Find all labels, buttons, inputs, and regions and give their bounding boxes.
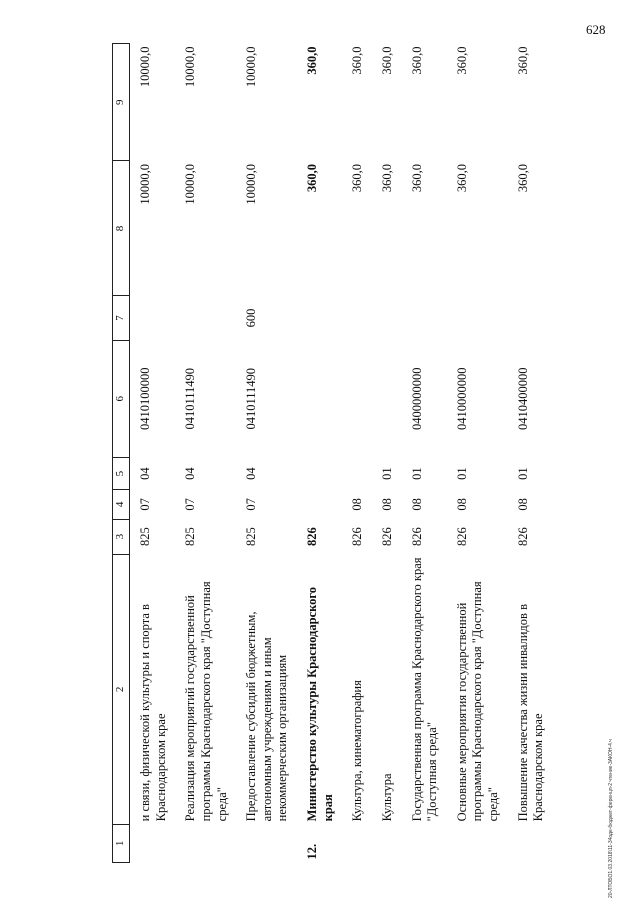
cell-c3: 826 [515,527,530,547]
cell-name: Реализация мероприятий государственной программы Краснодарского края "Доступная среда" [183,581,229,822]
header-row [113,44,130,863]
cell-c8: 10000,0 [138,163,152,205]
cell-name: Повышение качества жизни инвалидов в Краснодарском крае [515,604,546,822]
cell-c6 [372,340,402,457]
cell-c4: 07 [244,498,259,511]
cell-c7 [402,296,447,340]
table-row [447,44,508,863]
cell-c9: 360,0 [305,46,319,75]
cell-name: Предоставление субсидий бюджетным, автономным учреждениям и иным некоммерческим организациям [244,611,290,822]
cell-c6: 0400000000 [409,367,424,430]
col-header: 9 [113,44,130,161]
cell-n [130,824,176,862]
cell-c7: 600 [244,308,259,328]
table-row [508,44,553,863]
cell-c4: 08 [379,498,394,511]
cell-c7 [447,296,508,340]
cell-c5: 04 [138,467,152,480]
cell-c8: 360,0 [350,163,365,193]
cell-c6: 0410111490 [244,367,259,430]
cell-c9: 10000,0 [183,46,198,88]
col-header: 7 [113,296,130,340]
cell-c9: 360,0 [409,46,424,75]
table-row [130,44,176,863]
cell-c7 [130,296,176,340]
cell-c8: 360,0 [409,163,424,193]
cell-c3: 825 [138,527,152,547]
cell-c3: 825 [183,527,198,547]
cell-c9: 360,0 [515,46,530,75]
cell-c4: 08 [350,498,365,511]
table-row [402,44,447,863]
cell-c5 [297,457,342,489]
cell-c4: 07 [183,498,198,511]
footer-note: 20-ЛТОБО1.03.2018\11-34оде-бюджет-ференцп-2 чтение-3АКОН-4.ч [608,739,614,898]
cell-c7 [175,296,236,340]
cell-c3: 826 [379,527,394,547]
page-number: 628 [586,22,606,37]
cell-c4: 08 [454,498,469,511]
cell-n [402,824,447,862]
cell-name: Культура, кинематография [350,680,365,822]
cell-c4: 08 [515,498,530,511]
col-header: 4 [113,490,130,519]
cell-c6: 0410111490 [183,367,198,430]
cell-c5: 04 [183,467,198,480]
cell-c5: 01 [454,467,469,480]
cell-c5: 04 [244,467,259,480]
cell-c9: 360,0 [379,46,394,75]
cell-c8: 10000,0 [183,163,198,205]
cell-c6: 0410400000 [515,367,530,430]
cell-c7 [342,296,372,340]
cell-name: Министерство культуры Краснодарского края [305,586,335,822]
cell-n [372,824,402,862]
cell-c5: 01 [515,467,530,480]
cell-n [342,824,372,862]
cell-c9: 360,0 [454,46,469,75]
col-header: 6 [113,340,130,457]
table-row [236,44,297,863]
cell-c4 [297,490,342,519]
cell-n [447,824,508,862]
col-header: 3 [113,519,130,554]
cell-c4: 08 [409,498,424,511]
cell-c7 [297,296,342,340]
table-row [342,44,372,863]
cell-c6: 0410000000 [454,367,469,430]
cell-c9: 360,0 [350,46,365,75]
cell-n [508,824,553,862]
cell-c8: 10000,0 [244,163,259,205]
cell-c6 [297,340,342,457]
col-header: 2 [113,554,130,824]
cell-n [175,824,236,862]
cell-c5: 01 [379,467,394,480]
cell-c6 [342,340,372,457]
table-row [297,44,342,863]
cell-c3: 826 [305,527,319,547]
cell-c7 [508,296,553,340]
cell-name: Основные мероприятия государственной программы Краснодарского края "Доступная среда" [454,581,500,822]
budget-table-rotated [112,43,590,863]
cell-name: Государственная программа Краснодарского края "Доступная среда" [409,557,440,822]
cell-c4: 07 [138,498,152,511]
col-header: 5 [113,457,130,489]
cell-c3: 826 [350,527,365,547]
cell-c9: 10000,0 [138,46,152,88]
cell-n [236,824,297,862]
cell-c6: 0410100000 [138,367,152,430]
cell-name: и связи, физической культуры и спорта в Краснодарском крае [138,604,168,822]
cell-c5 [342,457,372,489]
cell-c9: 10000,0 [244,46,259,88]
table-row [175,44,236,863]
cell-c5: 01 [409,467,424,480]
cell-c8: 360,0 [379,163,394,193]
budget-table [112,43,553,863]
cell-c8: 360,0 [305,163,319,193]
cell-n: 12. [305,843,319,860]
cell-c3: 825 [244,527,259,547]
cell-name: Культура [379,773,394,822]
col-header: 1 [113,824,130,862]
cell-c8: 360,0 [454,163,469,193]
col-header: 8 [113,161,130,296]
cell-c7 [372,296,402,340]
cell-c8: 360,0 [515,163,530,193]
cell-c3: 826 [409,527,424,547]
cell-c3: 826 [454,527,469,547]
table-row [372,44,402,863]
